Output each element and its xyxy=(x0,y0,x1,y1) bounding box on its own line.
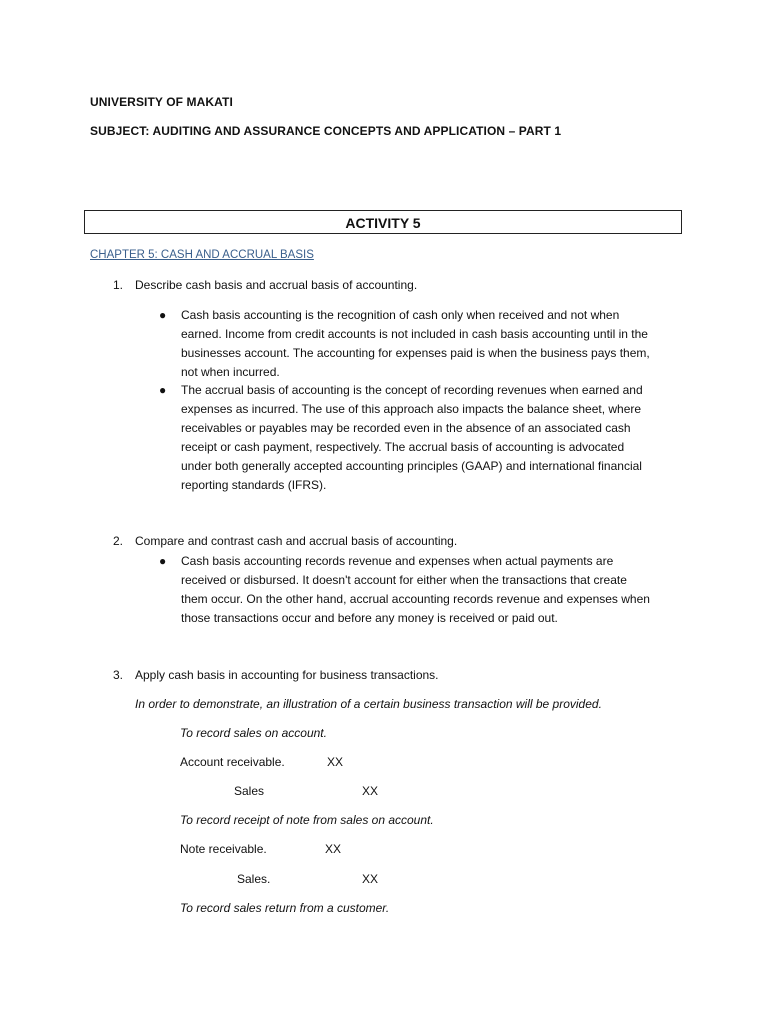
entry-2-credit-account: Sales. xyxy=(237,872,271,886)
text-line: under both generally accepted accounting principles (GAAP) and international financial xyxy=(181,459,642,473)
text-line: receipt or cash payment, respectively. The accrual basis of accounting is advocated xyxy=(181,440,625,454)
entry-2-debit-account: Note receivable. xyxy=(180,842,267,856)
text-line: receivables or payables may be recorded even in the absence of an associated cash xyxy=(181,421,631,435)
text-line: them occur. On the other hand, accrual accounting records revenue and expenses when xyxy=(181,592,650,606)
entry-1-debit-account: Account receivable. xyxy=(180,755,285,769)
entry-1-credit-account: Sales xyxy=(234,784,265,798)
text-line: Cash basis accounting records revenue and expenses when actual payments are xyxy=(181,554,614,568)
entry-1-credit-amount: XX xyxy=(362,784,379,798)
question-3-intro: In order to demonstrate, an illustration of a certain business transaction will be provided. xyxy=(135,697,602,711)
entry-2-debit-amount: XX xyxy=(325,842,342,856)
entry-2-caption: To record receipt of note from sales on account. xyxy=(180,813,434,827)
text-line: received or disbursed. It doesn't account for either when the transactions that create xyxy=(181,573,627,587)
question-3-text: Apply cash basis in accounting for business transactions. xyxy=(135,668,439,682)
question-2-number: 2. xyxy=(113,534,124,548)
text-line: not when incurred. xyxy=(181,365,280,379)
text-line: The accrual basis of accounting is the concept of recording revenues when earned and xyxy=(181,383,643,397)
text-line: businesses account. The accounting for expenses paid is when the business pays them, xyxy=(181,346,650,360)
question-1-number: 1. xyxy=(113,278,124,292)
q1-bullet-1 xyxy=(181,306,650,382)
bullet-icon: ● xyxy=(159,308,167,322)
activity-title: ACTIVITY 5 xyxy=(345,215,421,231)
bullet-icon: ● xyxy=(159,554,167,568)
entry-1-debit-amount: XX xyxy=(327,755,344,769)
entry-2-credit-amount: XX xyxy=(362,872,379,886)
text-line: those transactions occur and before any money is received or paid out. xyxy=(181,611,558,625)
question-2-text: Compare and contrast cash and accrual basis of accounting. xyxy=(135,534,458,548)
text-line: Cash basis accounting is the recognition of cash only when received and not when xyxy=(181,308,620,322)
text-line: expenses as incurred. The use of this approach also impacts the balance sheet, where xyxy=(181,402,642,416)
text-line: earned. Income from credit accounts is not included in cash basis accounting until in the xyxy=(181,327,648,341)
subject-title: SUBJECT: AUDITING AND ASSURANCE CONCEPTS AND APPLICATION – PART 1 xyxy=(90,124,562,138)
q2-bullet-1 xyxy=(181,552,650,628)
question-1-text: Describe cash basis and accrual basis of accounting. xyxy=(135,278,418,292)
university-name: UNIVERSITY OF MAKATI xyxy=(90,95,233,109)
chapter-heading: CHAPTER 5: CASH AND ACCRUAL BASIS xyxy=(90,249,314,261)
text-line: reporting standards (IFRS). xyxy=(181,478,327,492)
entry-3-caption: To record sales return from a customer. xyxy=(180,901,390,915)
q1-bullet-2 xyxy=(181,381,643,495)
activity-box xyxy=(84,210,682,234)
entry-1-caption: To record sales on account. xyxy=(180,726,327,740)
question-3-number: 3. xyxy=(113,668,124,682)
bullet-icon: ● xyxy=(159,383,167,397)
